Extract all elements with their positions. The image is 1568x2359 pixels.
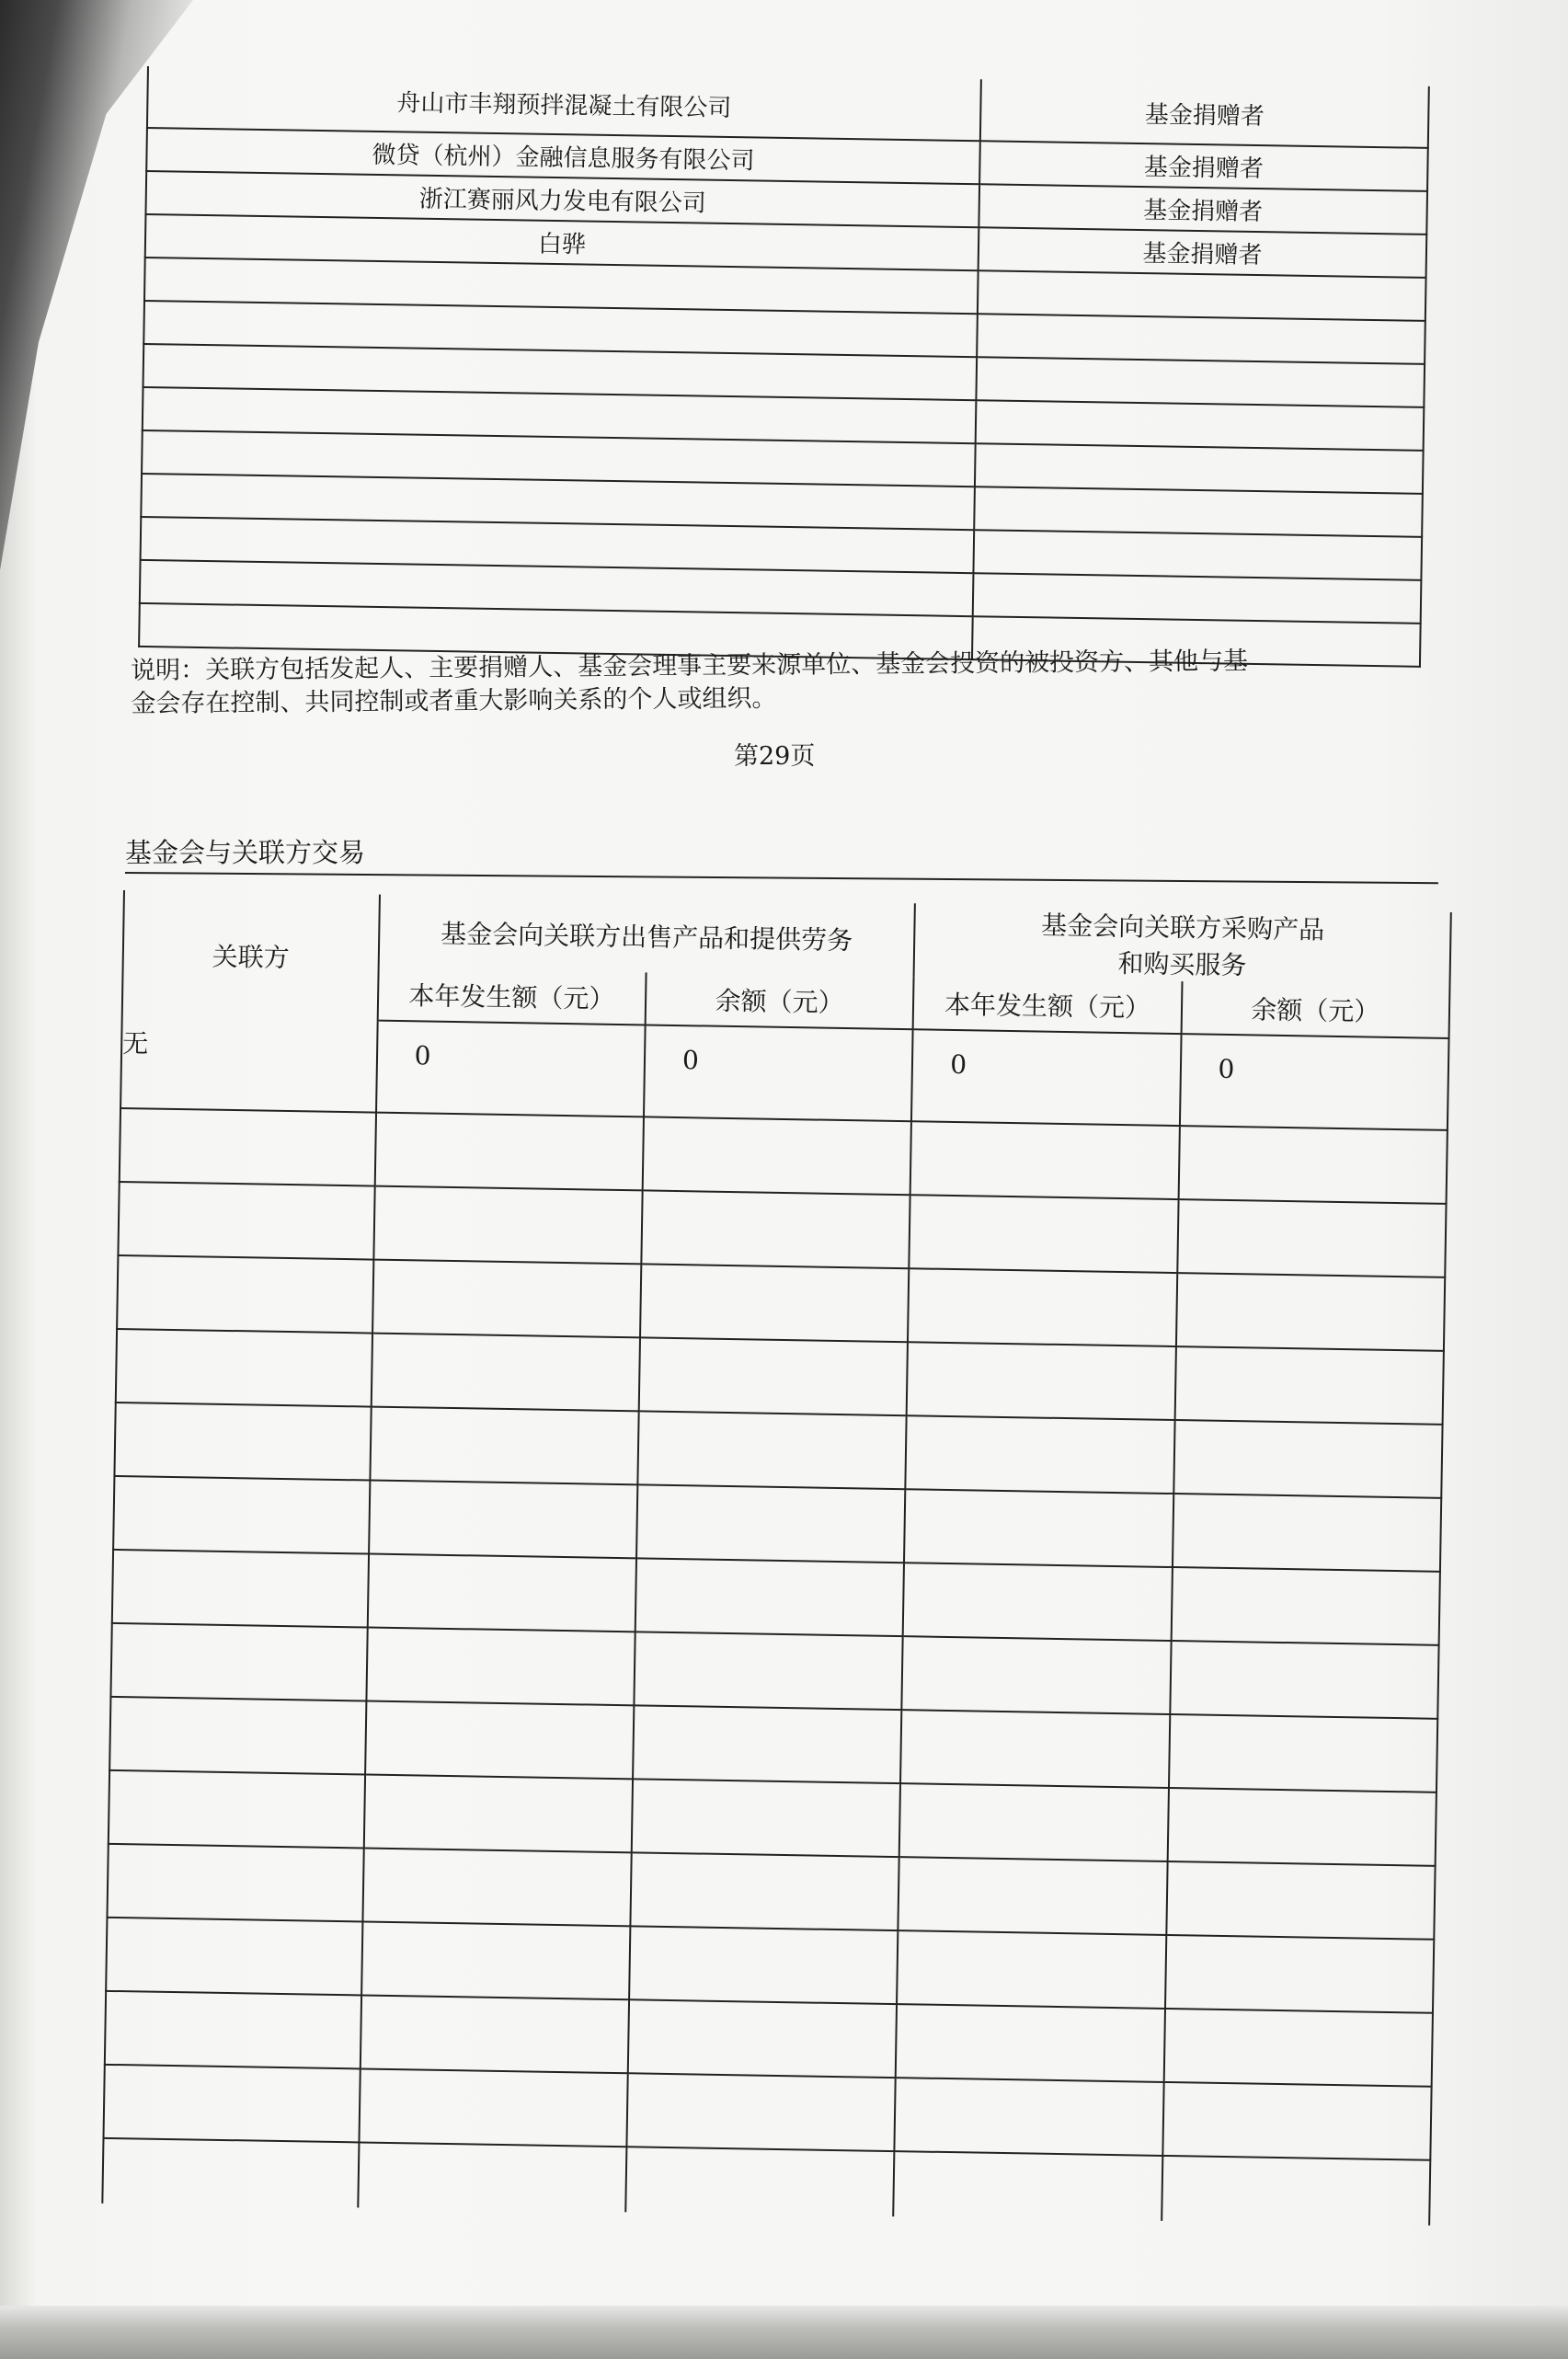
note-line-2: 金会存在控制、共同控制或者重大影响关系的个人或组织。 <box>131 683 777 718</box>
party-role-cell: 基金捐赠者 <box>979 227 1427 278</box>
party-role-cell <box>973 573 1422 624</box>
empty-cell <box>636 1484 906 1563</box>
empty-cell <box>633 1705 902 1783</box>
empty-cell <box>626 2073 896 2151</box>
party-role-cell <box>978 270 1426 321</box>
balance-buy-cell: 0 <box>1180 1034 1449 1130</box>
empty-cell <box>632 1779 901 1857</box>
empty-cell <box>907 1342 1176 1420</box>
empty-cell <box>1165 1935 1435 2013</box>
empty-cell <box>1173 1494 1442 1572</box>
group-header-buy: 基金会向关联方采购产品 和购买服务 <box>914 903 1451 986</box>
empty-cell <box>899 1783 1169 1861</box>
empty-cell <box>641 1190 910 1268</box>
related-party-note <box>131 644 1419 721</box>
empty-cell <box>906 1415 1175 1494</box>
empty-cell <box>365 1701 635 1779</box>
col-header-balance-sell: 余额（元） <box>646 972 914 1029</box>
empty-cell <box>105 1991 361 2069</box>
empty-cell <box>372 1260 642 1338</box>
party-role-cell: 基金捐赠者 <box>979 184 1427 235</box>
related-party-transactions-table <box>101 890 1451 2226</box>
empty-cell <box>359 2068 628 2147</box>
note-line-1: 说明：关联方包括发起人、主要捐赠人、基金会理事主要来源单位、基金会投资的被投资方、其他与基 <box>131 647 1249 685</box>
empty-cell <box>903 1563 1173 1641</box>
empty-cell <box>1170 1641 1439 1719</box>
party-role-cell <box>977 357 1425 407</box>
related-party-table <box>138 66 1430 668</box>
amount-sell-cell: 0 <box>376 1021 646 1117</box>
empty-cell <box>895 2078 1164 2156</box>
empty-cell <box>1163 2009 1433 2087</box>
empty-cell <box>358 2142 626 2212</box>
party-role-cell <box>974 530 1423 580</box>
col-header-balance-buy: 余额（元） <box>1181 981 1449 1038</box>
empty-cell <box>1174 1346 1444 1425</box>
party-name-cell: 舟山市丰翔预拌混凝土有限公司 <box>147 66 981 141</box>
empty-cell <box>118 1182 374 1260</box>
empty-cell <box>628 1999 898 2078</box>
party-name-cell: 微贷（杭州）金融信息服务有限公司 <box>146 128 980 184</box>
empty-cell <box>370 1407 639 1485</box>
empty-cell <box>1162 2082 1432 2160</box>
title-underline <box>125 872 1438 884</box>
empty-cell <box>114 1403 371 1481</box>
empty-cell <box>1162 2156 1430 2226</box>
empty-cell <box>637 1411 907 1489</box>
empty-cell <box>120 1108 376 1186</box>
empty-cell <box>371 1334 640 1412</box>
empty-cell <box>908 1268 1177 1346</box>
col-header-party: 关联方 <box>122 890 380 1021</box>
empty-cell <box>1178 1126 1448 1204</box>
party-role-cell <box>974 487 1423 537</box>
empty-cell <box>1167 1788 1436 1866</box>
empty-cell <box>897 1930 1166 2009</box>
empty-cell <box>363 1774 633 1852</box>
party-name-cell: 浙江赛丽风力发电有限公司 <box>145 171 979 227</box>
col-header-amount-sell: 本年发生额（元） <box>377 968 646 1025</box>
empty-cell <box>1169 1714 1438 1792</box>
empty-cell <box>373 1186 643 1265</box>
group-header-sell: 基金会向关联方出售产品和提供劳务 <box>378 895 915 978</box>
empty-cell <box>643 1117 912 1195</box>
empty-cell <box>1176 1273 1446 1351</box>
empty-cell <box>639 1337 909 1415</box>
empty-cell <box>102 2138 359 2208</box>
empty-cell <box>117 1255 373 1334</box>
empty-cell <box>107 1844 363 1922</box>
empty-cell <box>110 1623 367 1701</box>
empty-cell <box>109 1770 365 1849</box>
empty-cell <box>898 1857 1168 1935</box>
empty-cell <box>910 1195 1179 1273</box>
empty-cell <box>113 1476 370 1554</box>
empty-cell <box>630 1852 899 1930</box>
party-role-cell <box>976 400 1425 451</box>
empty-cell <box>910 1121 1180 1199</box>
empty-cell <box>106 1918 362 1996</box>
empty-cell <box>1166 1861 1436 1940</box>
empty-cell <box>362 1848 632 1926</box>
empty-cell <box>896 2004 1165 2082</box>
party-role-cell: 基金捐赠者 <box>980 79 1429 148</box>
table-header-row <box>123 890 1451 986</box>
empty-cell <box>900 1710 1170 1788</box>
empty-cell <box>112 1550 369 1628</box>
balance-sell-cell: 0 <box>644 1025 913 1121</box>
empty-cell <box>374 1113 644 1191</box>
col-header-amount-buy: 本年发生额（元） <box>913 977 1182 1034</box>
empty-cell <box>904 1489 1173 1567</box>
empty-cell <box>1173 1420 1443 1498</box>
empty-cell <box>634 1632 903 1710</box>
empty-cell <box>1177 1199 1447 1277</box>
empty-cell <box>366 1628 635 1706</box>
scan-bottom-edge <box>0 2306 1568 2359</box>
empty-cell <box>629 1926 898 2004</box>
party-name-cell: 白骅 <box>145 214 979 270</box>
party-role-cell <box>975 443 1424 494</box>
amount-buy-cell: 0 <box>911 1029 1181 1126</box>
section-title: 基金会与关联方交易 <box>125 837 366 868</box>
empty-cell <box>369 1481 638 1559</box>
empty-cell <box>902 1636 1172 1714</box>
empty-cell <box>361 1921 631 1999</box>
party-cell: 无 <box>120 1016 377 1113</box>
page-number: 第29页 <box>734 742 816 771</box>
empty-cell <box>894 2151 1162 2221</box>
party-role-cell: 基金捐赠者 <box>979 141 1428 191</box>
empty-cell <box>116 1329 372 1407</box>
empty-cell <box>367 1554 636 1632</box>
empty-cell <box>360 1995 629 2073</box>
party-role-cell <box>977 314 1425 364</box>
empty-cell <box>109 1697 366 1775</box>
empty-cell <box>1171 1567 1440 1645</box>
empty-cell <box>625 2147 894 2216</box>
empty-cell <box>640 1264 910 1342</box>
empty-cell <box>104 2065 361 2143</box>
empty-cell <box>635 1558 905 1636</box>
